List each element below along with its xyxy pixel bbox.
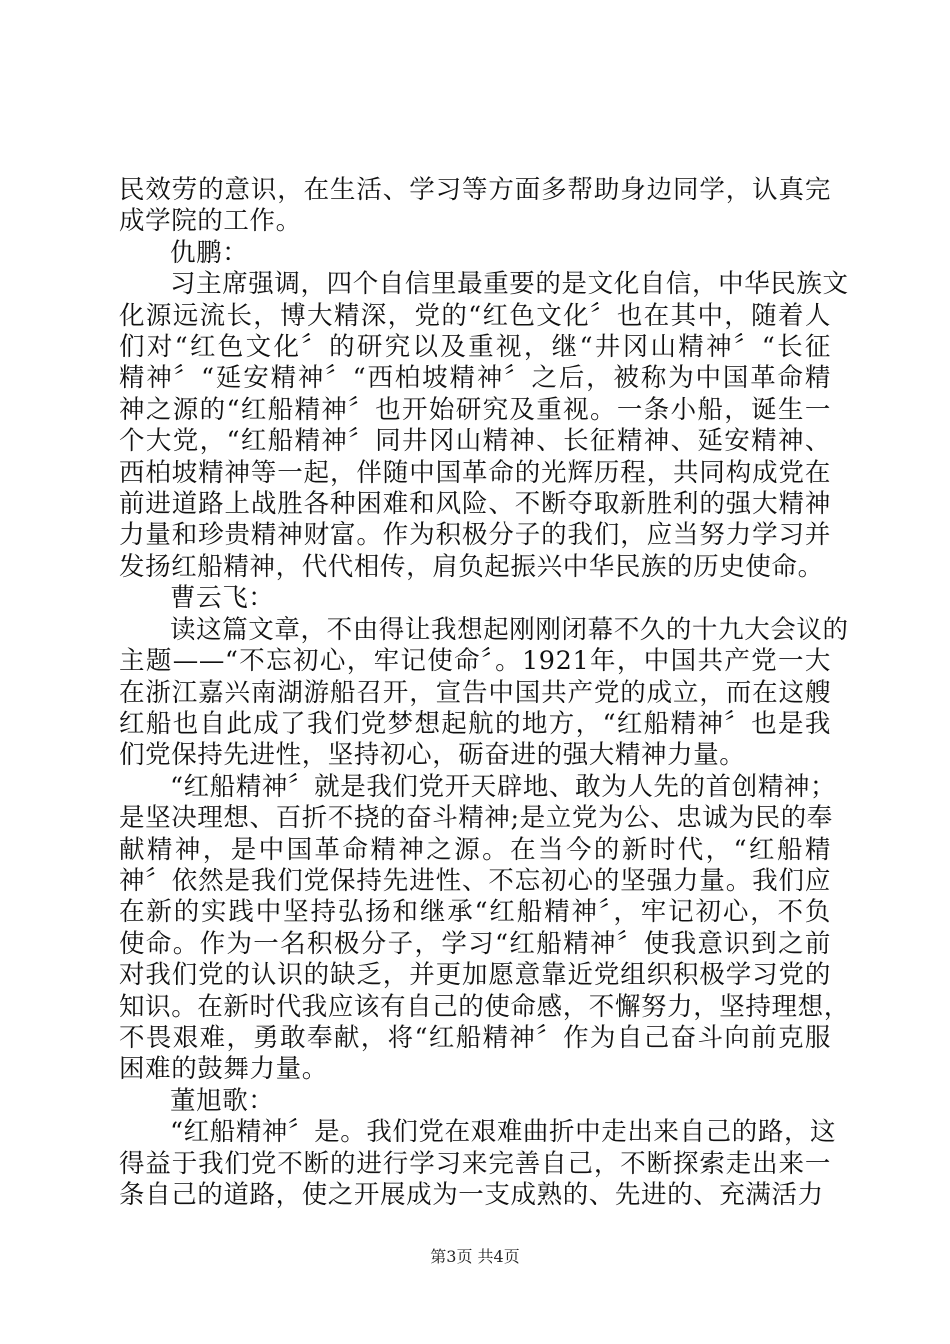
page-footer [0, 1244, 950, 1267]
text-line: 精神〞“延安精神〞“西柏坡精神〞之后，被称为中国革命精 [119, 363, 831, 394]
paragraph [119, 614, 849, 772]
text-line: 困难的鼓舞力量。 [119, 1054, 328, 1085]
text-line: 在新的实践中坚持弘扬和继承“红船精神〞，牢记初心，不负 [119, 897, 831, 928]
speaker-name [119, 1086, 831, 1117]
text-line: 神之源的“红船精神〞也开始研究及重视。一条小船，诞生一 [119, 394, 831, 425]
text-line: 在浙江嘉兴南湖游船召开，宣告中国共产党的成立，而在这艘 [119, 677, 831, 708]
speaker-name [119, 583, 831, 614]
text-line: 条自己的道路，使之开展成为一支成熟的、先进的、充满活力 [119, 1180, 824, 1210]
text-line: 对我们党的认识的缺乏，并更加愿意靠近党组织积极学习党的 [119, 960, 831, 991]
paragraph [119, 269, 849, 583]
paragraph [119, 175, 831, 238]
text-line: 知识。在新时代我应该有自己的使命感，不懈努力，坚持理想， [119, 991, 850, 1022]
text-line: 发扬红船精神，代代相传，肩负起振兴中华民族的历史使命。 [119, 551, 824, 582]
paragraph [119, 1117, 837, 1211]
text-line: 不畏艰难，勇敢奉献，将“红船精神〞作为自己奋斗向前克服 [119, 1022, 831, 1053]
text-line: “红船精神〞是。我们党在艰难曲折中走出来自己的路，这 [170, 1117, 837, 1148]
text-line: 主题——“不忘初心，牢记使命〞。1921年，中国共产党一大 [119, 646, 831, 677]
text-line: 献精神，是中国革命精神之源。在当今的新时代，“红船精 [119, 834, 831, 865]
paragraph [119, 771, 850, 1086]
text-line: 西柏坡精神等一起，伴随中国革命的光辉历程，共同构成党在 [119, 457, 831, 488]
text-line: 化源远流长，博大精深，党的“红色文化〞也在其中，随着人 [119, 300, 831, 331]
text-line: 曹云飞： [170, 583, 275, 614]
text-line: 仇鹏： [170, 237, 249, 268]
text-line: 读这篇文章，不由得让我想起刚刚闭幕不久的十九大会议的 [170, 614, 849, 645]
text-line: “红船精神〞就是我们党开天辟地、敢为人先的首创精神； [170, 771, 837, 802]
page-number-label: 第3页 共4页 [430, 1247, 520, 1266]
text-line: 们党保持先进性，坚持初心，砺奋进的强大精神力量。 [119, 740, 746, 771]
text-line: 个大党，“红船精神〞同井冈山精神、长征精神、延安精神、 [119, 426, 831, 457]
text-line: 得益于我们党不断的进行学习来完善自己，不断探索走出来一 [119, 1148, 831, 1179]
text-line: 使命。作为一名积极分子，学习“红船精神〞使我意识到之前 [119, 928, 831, 959]
text-line: 民效劳的意识，在生活、学习等方面多帮助身边同学，认真完 [119, 175, 831, 205]
text-line: 董旭歌： [170, 1085, 275, 1116]
text-line: 们对“红色文化〞的研究以及重视，继“井冈山精神〞“长征 [119, 332, 831, 363]
text-line: 红船也自此成了我们党梦想起航的地方，“红船精神〞也是我 [119, 708, 831, 739]
speaker-name [119, 238, 831, 269]
text-line: 力量和珍贵精神财富。作为积极分子的我们，应当努力学习并 [119, 520, 831, 551]
text-line: 是坚决理想、百折不挠的奋斗精神;是立党为公、忠诚为民的奉 [119, 803, 833, 834]
text-line: 神〞依然是我们党保持先进性、不忘初心的坚强力量。我们应 [119, 865, 831, 896]
text-line: 成学院的工作。 [119, 206, 302, 237]
text-line: 前进道路上战胜各种困难和风险、不断夺取新胜利的强大精神 [119, 489, 831, 520]
text-line: 习主席强调，四个自信里最重要的是文化自信，中华民族文 [170, 269, 849, 300]
document-body [119, 175, 850, 1211]
